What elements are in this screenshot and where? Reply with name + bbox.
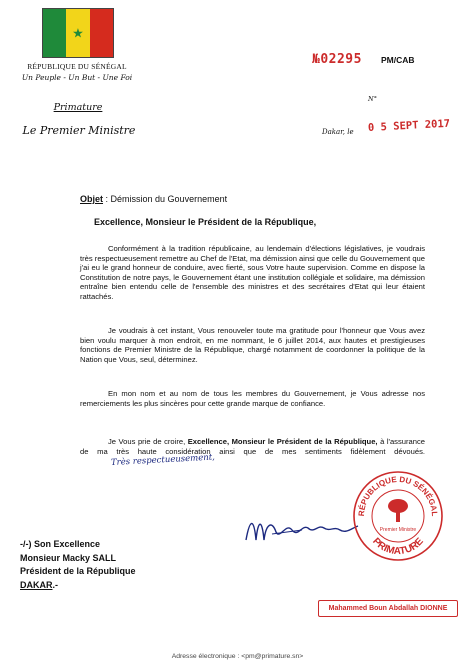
star-icon: ★: [72, 25, 84, 41]
signatory-name-stamp: Mahammed Boun Abdallah DIONNE: [318, 600, 458, 617]
recipient-line-2: Monsieur Macky SALL: [20, 552, 117, 563]
official-seal: [350, 468, 446, 564]
subject-label: Objet: [80, 194, 104, 204]
closing-start: Je Vous prie de croire,: [108, 437, 186, 446]
seal-inner-text: Premier Ministre: [379, 527, 417, 533]
flag-red-band: [90, 9, 113, 57]
date-stamp: 0 5 SEPT 2017: [367, 117, 451, 134]
number-label: N°: [368, 95, 377, 103]
office-name: Primature: [53, 102, 103, 113]
salutation: Excellence, Monsieur le Président de la République,: [94, 217, 317, 227]
official-title: Le Premier Ministre: [22, 124, 136, 137]
republic-name: RÉPUBLIQUE DU SÉNÉGAL: [27, 62, 127, 71]
handwritten-closing: Très respectueusement,: [110, 452, 216, 469]
national-motto: Un Peuple - Un But - Une Foi: [21, 73, 133, 82]
recipient-city-line: [20, 579, 136, 593]
recipient-line-1: -/-) Son Excellence: [20, 539, 101, 549]
closing-address: Excellence, Monsieur le Président de la République,: [187, 437, 378, 446]
senegal-flag: [42, 8, 114, 58]
closing-end: à l'assurance de ma très haute considération ainsi que de mes sentiments fidèlement dévoués.: [80, 437, 425, 456]
subject-line: [80, 194, 227, 204]
signature: [242, 510, 362, 550]
seal-top-text: RÉPUBLIQUE DU SÉNÉGAL: [356, 474, 440, 517]
body-paragraph-1: Conformément à la tradition républicaine, au lendemain d'élections législatives, je voudrais très respectueusement remettre au Chef de l'Etat, ma démission ainsi que celle du Gouvernement que j'ai eu le grand honneur de conduire, avec fierté, sous Votre haute supervision. Comme en dispose la Constitution de notre pays, le Gouvernement étant une institution collégiale et solidaire, ma démission entraîne bien entendu celle de l'ensemble des ministres et des secrétaires d'Etat qui leur étaient rattachés.: [80, 244, 425, 301]
baobab-emblem: [388, 499, 408, 522]
footer-email: Adresse électronique : <pm@primature.sn>: [171, 653, 304, 660]
body-paragraph-3: En mon nom et au nom de tous les membres du Gouvernement, je Vous adresse nos remerciements les plus sincères pour cette grande marque de confiance.: [80, 389, 425, 408]
reference-suffix: PM/CAB: [381, 55, 415, 65]
flag-green-band: [43, 9, 66, 57]
body-paragraph-4: [80, 437, 425, 467]
recipient-city-suffix: .-: [52, 579, 58, 590]
recipient-city: DAKAR: [20, 579, 53, 590]
reference-number: №02295: [312, 52, 362, 67]
recipient-line-3: Président de la République: [20, 566, 136, 576]
subject-text: : Démission du Gouvernement: [105, 194, 228, 204]
svg-text:PRIMATURE: [370, 536, 426, 557]
dateline-place: Dakar, le: [322, 128, 354, 136]
seal-bottom-text: PRIMATURE: [370, 536, 426, 558]
flag-yellow-band: [66, 9, 89, 57]
recipient-block: [20, 538, 136, 592]
body-paragraph-2: Je voudrais à cet instant, Vous renouveler toute ma gratitude pour l'honneur que Vous avez bien voulu marquer à mon endroit, en me nommant, le 6 juillet 2014, aux hautes et prestigieuses fonctions de Premier Ministre de la République, chargé notamment de coordonner la politique de la Nation que Vous, seul, déterminez.: [80, 326, 425, 364]
